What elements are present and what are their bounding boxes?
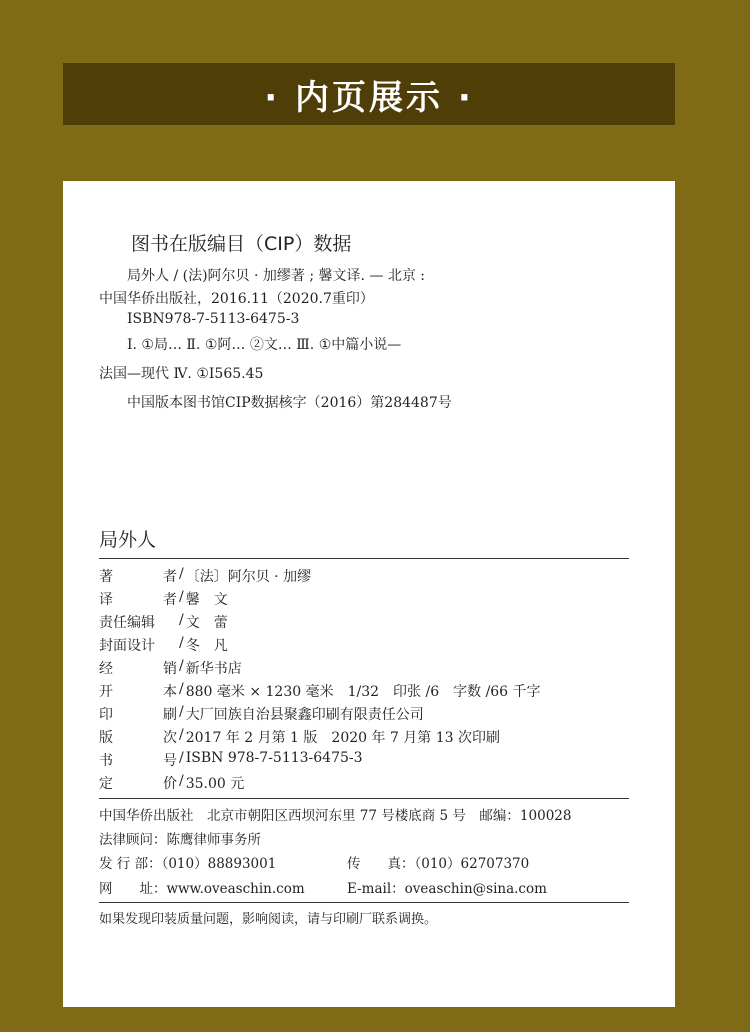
detail-value: 〔法〕阿尔贝 · 加缪	[185, 569, 312, 585]
detail-label: 经	[99, 661, 113, 677]
email	[347, 877, 547, 897]
detail-label: 译	[99, 592, 113, 608]
book-title: 局外人	[99, 529, 157, 551]
email-value: oveaschin@sina.com	[404, 881, 547, 897]
cip-line: 中国版本图书馆CIP数据核字（2016）第284487号	[127, 395, 452, 411]
quality-notice: 如果发现印装质量问题，影响阅读，请与印刷厂联系调换。	[99, 912, 438, 927]
fax-value: （010）62707370	[414, 856, 530, 872]
detail-row: 印 刷 / 大厂回族自治县聚鑫印刷有限责任公司	[99, 704, 424, 723]
detail-value: 35.00 元	[185, 776, 245, 792]
detail-row: 封面设计 / 冬 凡	[99, 635, 228, 654]
detail-value: 880 毫米 × 1230 毫米 1/32 印张 /6 字数 /66 千字	[185, 684, 541, 700]
detail-value: ISBN 978-7-5113-6475-3	[185, 750, 363, 766]
detail-label: 销	[163, 661, 177, 677]
cip-line: 中国华侨出版社，2016.11（2020.7重印）	[99, 291, 374, 307]
detail-row: 译 者 / 馨 文	[99, 589, 228, 608]
detail-label: 刷	[163, 707, 177, 723]
detail-label: 者	[163, 569, 177, 585]
fax-label: 传 真：	[347, 856, 415, 872]
detail-label: 者	[163, 592, 177, 608]
divider	[99, 798, 629, 799]
legal-advisor: 法律顾问：陈鹰律师事务所	[99, 832, 261, 848]
divider	[99, 558, 629, 559]
detail-label: 著	[99, 569, 113, 585]
website	[99, 877, 305, 897]
detail-row: 著 者 / 〔法〕阿尔贝 · 加缪	[99, 566, 312, 585]
detail-value: 冬 凡	[185, 638, 228, 654]
fax	[347, 852, 529, 872]
website-label: 网 址：	[99, 881, 167, 897]
cip-line: ISBN978-7-5113-6475-3	[127, 311, 300, 327]
section-banner	[63, 63, 675, 125]
detail-label: 印	[99, 707, 113, 723]
copyright-page	[63, 181, 675, 1007]
detail-label: 版	[99, 730, 113, 746]
detail-row: 书 号 / ISBN 978-7-5113-6475-3	[99, 750, 363, 769]
divider	[99, 902, 629, 903]
detail-value: 新华书店	[185, 661, 242, 677]
detail-label: 封面设计	[99, 638, 155, 654]
publisher-address: 中国华侨出版社 北京市朝阳区西坝河东里 77 号楼底商 5 号 邮编：100028	[99, 808, 572, 824]
cip-line: 局外人 / (法)阿尔贝 · 加缪著 ; 馨文译. — 北京 :	[127, 268, 426, 284]
detail-row: 责任编辑 / 文 蕾	[99, 612, 228, 631]
cip-title: 图书在版编目（CIP）数据	[131, 233, 352, 255]
detail-label: 书	[99, 753, 113, 769]
cip-line: Ⅰ. ①局… Ⅱ. ①阿… ②文… Ⅲ. ①中篇小说—	[127, 337, 402, 353]
detail-value: 2017 年 2 月第 1 版 2020 年 7 月第 13 次印刷	[185, 730, 501, 746]
detail-row: 经 销 / 新华书店	[99, 658, 242, 677]
cip-line: 法国—现代 Ⅳ. ①I565.45	[99, 366, 264, 382]
dept-phone	[99, 852, 276, 872]
email-label: E-mail：	[347, 881, 405, 897]
detail-label: 定	[99, 776, 113, 792]
detail-label: 次	[163, 730, 177, 746]
banner-title: · 内页展示 ·	[264, 77, 474, 118]
detail-value: 大厂回族自治县聚鑫印刷有限责任公司	[185, 707, 424, 723]
dept-value: （010）88893001	[161, 856, 277, 872]
dept-label: 发 行 部：	[99, 856, 162, 872]
detail-label: 号	[163, 753, 177, 769]
detail-row: 定 价 / 35.00 元	[99, 773, 245, 792]
detail-label: 本	[163, 684, 177, 700]
detail-label: 责任编辑	[99, 615, 155, 631]
detail-value: 文 蕾	[185, 615, 228, 631]
detail-label: 价	[163, 776, 177, 792]
website-value: www.oveaschin.com	[166, 881, 305, 897]
detail-row: 开 本 / 880 毫米 × 1230 毫米 1/32 印张 /6 字数 /66 千字	[99, 681, 541, 700]
detail-label: 开	[99, 684, 113, 700]
detail-value: 馨 文	[185, 592, 228, 608]
detail-row: 版 次 / 2017 年 2 月第 1 版 2020 年 7 月第 13 次印刷	[99, 727, 501, 746]
